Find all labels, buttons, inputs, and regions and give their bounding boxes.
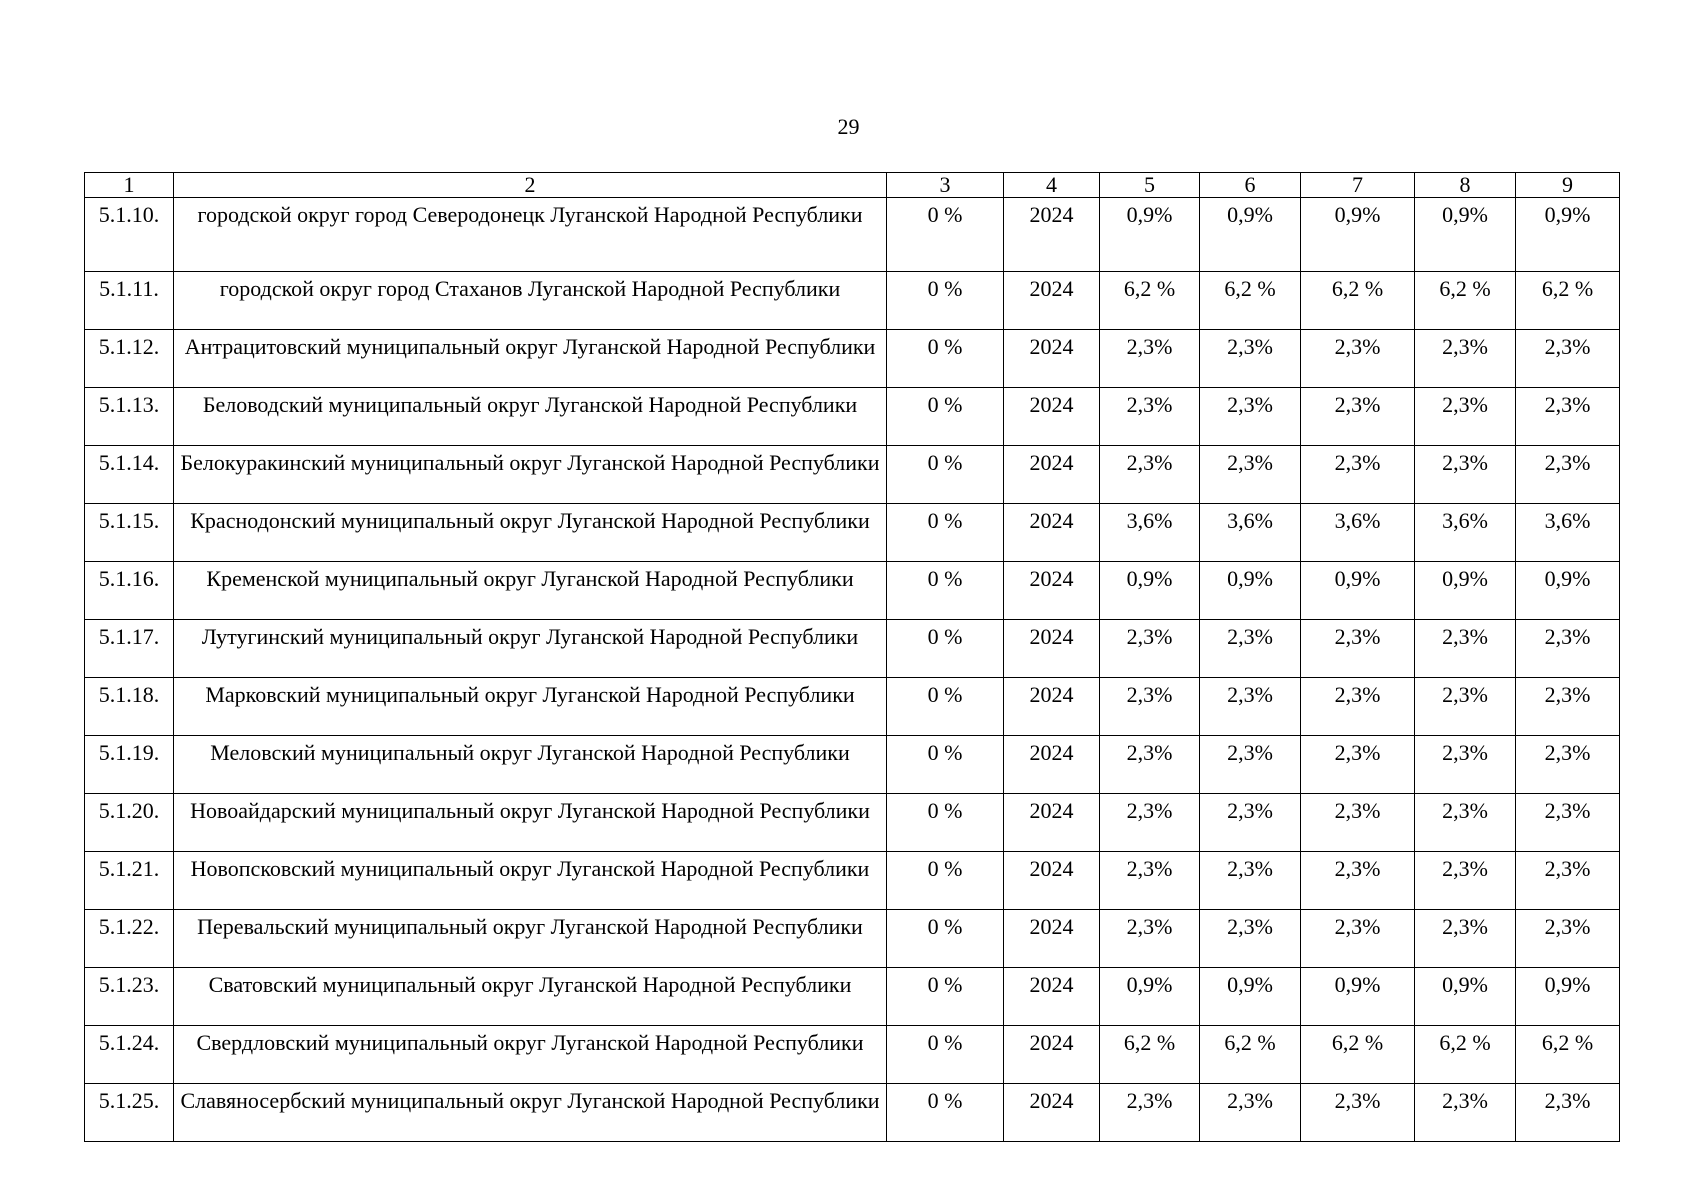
value-col-4: 2024 [1004,620,1100,678]
value-col-3: 0 % [887,504,1004,562]
value-col-4: 2024 [1004,968,1100,1026]
value-col-8: 0,9% [1415,562,1516,620]
column-number-header: 5 [1100,173,1200,198]
value-col-6: 0,9% [1200,968,1301,1026]
value-col-8: 2,3% [1415,446,1516,504]
table-row [85,504,1620,562]
municipality-name: Краснодонский муниципальный округ Луганской Народной Республики [174,504,887,562]
value-col-3: 0 % [887,198,1004,272]
value-col-9: 2,3% [1516,330,1620,388]
table-row [85,330,1620,388]
indicator-table [84,172,1620,1142]
row-number: 5.1.18. [85,678,174,736]
value-col-6: 2,3% [1200,620,1301,678]
row-number: 5.1.19. [85,736,174,794]
value-col-4: 2024 [1004,1026,1100,1084]
value-col-3: 0 % [887,910,1004,968]
municipality-name: городской округ город Северодонецк Луганской Народной Республики [174,198,887,272]
value-col-4: 2024 [1004,910,1100,968]
value-col-5: 0,9% [1100,562,1200,620]
value-col-8: 2,3% [1415,330,1516,388]
value-col-8: 2,3% [1415,736,1516,794]
table-row [85,388,1620,446]
row-number: 5.1.25. [85,1084,174,1142]
row-number: 5.1.16. [85,562,174,620]
municipality-name: Перевальский муниципальный округ Луганской Народной Республики [174,910,887,968]
value-col-6: 6,2 % [1200,272,1301,330]
value-col-9: 6,2 % [1516,1026,1620,1084]
value-col-5: 2,3% [1100,678,1200,736]
row-number: 5.1.17. [85,620,174,678]
value-col-8: 2,3% [1415,794,1516,852]
value-col-4: 2024 [1004,446,1100,504]
municipality-name: Славяносербский муниципальный округ Луганской Народной Республики [174,1084,887,1142]
column-number-header: 1 [85,173,174,198]
value-col-6: 0,9% [1200,562,1301,620]
municipality-name: Новоайдарский муниципальный округ Луганской Народной Республики [174,794,887,852]
value-col-7: 0,9% [1301,198,1415,272]
table-row [85,1026,1620,1084]
column-number-header: 2 [174,173,887,198]
value-col-6: 2,3% [1200,388,1301,446]
value-col-3: 0 % [887,620,1004,678]
value-col-4: 2024 [1004,330,1100,388]
table-row [85,910,1620,968]
row-number: 5.1.22. [85,910,174,968]
value-col-4: 2024 [1004,736,1100,794]
value-col-4: 2024 [1004,272,1100,330]
value-col-7: 2,3% [1301,620,1415,678]
value-col-7: 3,6% [1301,504,1415,562]
value-col-3: 0 % [887,562,1004,620]
table-row [85,446,1620,504]
value-col-4: 2024 [1004,678,1100,736]
column-number-header: 9 [1516,173,1620,198]
value-col-3: 0 % [887,968,1004,1026]
value-col-5: 2,3% [1100,736,1200,794]
value-col-9: 0,9% [1516,562,1620,620]
table-row [85,678,1620,736]
municipality-name: Марковский муниципальный округ Луганской Народной Республики [174,678,887,736]
value-col-4: 2024 [1004,562,1100,620]
municipality-name: Новопсковский муниципальный округ Луганской Народной Республики [174,852,887,910]
row-number: 5.1.21. [85,852,174,910]
table-row [85,852,1620,910]
value-col-5: 0,9% [1100,198,1200,272]
value-col-3: 0 % [887,1084,1004,1142]
value-col-5: 2,3% [1100,852,1200,910]
municipality-name: городской округ город Стаханов Луганской Народной Республики [174,272,887,330]
value-col-7: 2,3% [1301,1084,1415,1142]
value-col-8: 2,3% [1415,388,1516,446]
value-col-6: 2,3% [1200,330,1301,388]
value-col-4: 2024 [1004,1084,1100,1142]
value-col-9: 2,3% [1516,794,1620,852]
value-col-3: 0 % [887,678,1004,736]
value-col-6: 2,3% [1200,678,1301,736]
value-col-8: 2,3% [1415,910,1516,968]
table-row [85,620,1620,678]
value-col-4: 2024 [1004,504,1100,562]
value-col-3: 0 % [887,794,1004,852]
table-row [85,968,1620,1026]
value-col-9: 2,3% [1516,620,1620,678]
table-row [85,272,1620,330]
page-number: 29 [837,114,860,139]
municipality-name: Белокуракинский муниципальный округ Луганской Народной Республики [174,446,887,504]
value-col-5: 2,3% [1100,1084,1200,1142]
value-col-5: 2,3% [1100,330,1200,388]
value-col-7: 2,3% [1301,794,1415,852]
value-col-7: 0,9% [1301,968,1415,1026]
value-col-3: 0 % [887,388,1004,446]
table-row [85,198,1620,272]
value-col-6: 2,3% [1200,736,1301,794]
value-col-8: 6,2 % [1415,272,1516,330]
value-col-9: 2,3% [1516,446,1620,504]
value-col-3: 0 % [887,736,1004,794]
value-col-6: 6,2 % [1200,1026,1301,1084]
value-col-7: 2,3% [1301,330,1415,388]
value-col-8: 6,2 % [1415,1026,1516,1084]
value-col-5: 6,2 % [1100,272,1200,330]
value-col-5: 2,3% [1100,794,1200,852]
value-col-5: 2,3% [1100,910,1200,968]
value-col-6: 2,3% [1200,446,1301,504]
value-col-5: 6,2 % [1100,1026,1200,1084]
row-number: 5.1.12. [85,330,174,388]
row-number: 5.1.15. [85,504,174,562]
column-number-row [85,173,1620,198]
row-number: 5.1.13. [85,388,174,446]
value-col-9: 2,3% [1516,852,1620,910]
table-row [85,1084,1620,1142]
value-col-8: 0,9% [1415,968,1516,1026]
value-col-7: 2,3% [1301,446,1415,504]
value-col-6: 2,3% [1200,794,1301,852]
value-col-8: 2,3% [1415,678,1516,736]
value-col-5: 3,6% [1100,504,1200,562]
municipality-name: Антрацитовский муниципальный округ Луганской Народной Республики [174,330,887,388]
row-number: 5.1.10. [85,198,174,272]
table-row [85,794,1620,852]
row-number: 5.1.24. [85,1026,174,1084]
value-col-3: 0 % [887,1026,1004,1084]
municipality-name: Лутугинский муниципальный округ Луганской Народной Республики [174,620,887,678]
value-col-7: 0,9% [1301,562,1415,620]
value-col-7: 6,2 % [1301,1026,1415,1084]
value-col-5: 2,3% [1100,620,1200,678]
value-col-9: 2,3% [1516,678,1620,736]
value-col-3: 0 % [887,852,1004,910]
column-number-header: 7 [1301,173,1415,198]
value-col-6: 2,3% [1200,910,1301,968]
value-col-7: 2,3% [1301,852,1415,910]
value-col-9: 6,2 % [1516,272,1620,330]
value-col-3: 0 % [887,446,1004,504]
value-col-7: 6,2 % [1301,272,1415,330]
row-number: 5.1.14. [85,446,174,504]
value-col-7: 2,3% [1301,678,1415,736]
column-number-header: 3 [887,173,1004,198]
value-col-5: 0,9% [1100,968,1200,1026]
row-number: 5.1.20. [85,794,174,852]
value-col-9: 0,9% [1516,198,1620,272]
table-row [85,736,1620,794]
value-col-6: 2,3% [1200,1084,1301,1142]
municipality-name: Кременской муниципальный округ Луганской Народной Республики [174,562,887,620]
value-col-6: 2,3% [1200,852,1301,910]
value-col-8: 2,3% [1415,1084,1516,1142]
value-col-9: 2,3% [1516,910,1620,968]
row-number: 5.1.23. [85,968,174,1026]
value-col-4: 2024 [1004,388,1100,446]
value-col-9: 2,3% [1516,1084,1620,1142]
column-number-header: 8 [1415,173,1516,198]
value-col-3: 0 % [887,330,1004,388]
municipality-name: Свердловский муниципальный округ Луганской Народной Республики [174,1026,887,1084]
value-col-9: 0,9% [1516,968,1620,1026]
value-col-4: 2024 [1004,852,1100,910]
value-col-8: 2,3% [1415,852,1516,910]
value-col-9: 2,3% [1516,388,1620,446]
value-col-5: 2,3% [1100,446,1200,504]
value-col-4: 2024 [1004,794,1100,852]
value-col-9: 3,6% [1516,504,1620,562]
value-col-5: 2,3% [1100,388,1200,446]
value-col-8: 3,6% [1415,504,1516,562]
row-number: 5.1.11. [85,272,174,330]
table-row [85,562,1620,620]
value-col-3: 0 % [887,272,1004,330]
municipality-name: Меловский муниципальный округ Луганской Народной Республики [174,736,887,794]
column-number-header: 4 [1004,173,1100,198]
value-col-7: 2,3% [1301,388,1415,446]
municipality-name: Беловодский муниципальный округ Луганской Народной Республики [174,388,887,446]
value-col-4: 2024 [1004,198,1100,272]
value-col-6: 0,9% [1200,198,1301,272]
municipality-name: Сватовский муниципальный округ Луганской Народной Республики [174,968,887,1026]
column-number-header: 6 [1200,173,1301,198]
value-col-7: 2,3% [1301,736,1415,794]
value-col-8: 2,3% [1415,620,1516,678]
value-col-9: 2,3% [1516,736,1620,794]
value-col-8: 0,9% [1415,198,1516,272]
value-col-6: 3,6% [1200,504,1301,562]
value-col-7: 2,3% [1301,910,1415,968]
